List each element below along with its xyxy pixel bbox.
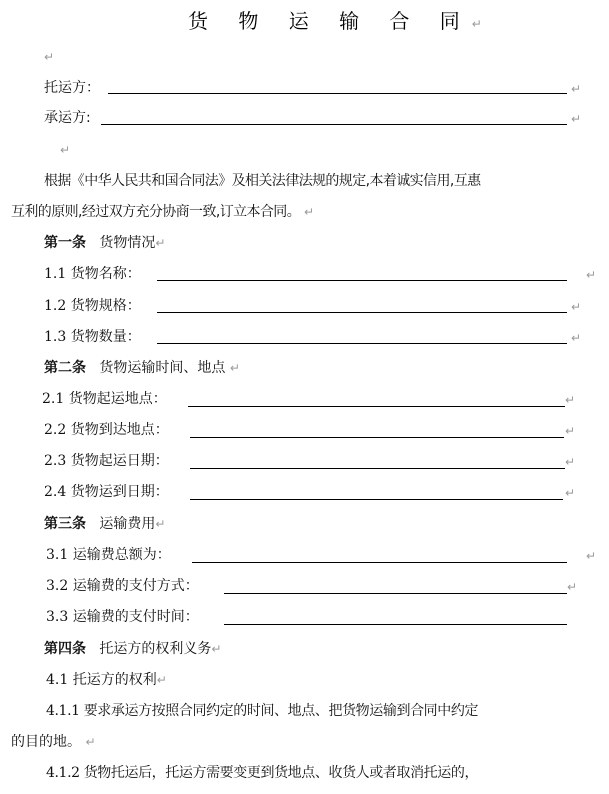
paragraph-mark-icon: ↵ bbox=[229, 361, 240, 375]
item-number: 2.3 bbox=[44, 453, 67, 469]
total-fee-field[interactable] bbox=[192, 562, 567, 563]
cargo-quantity-field[interactable] bbox=[157, 343, 567, 344]
item-3-3-label bbox=[46, 608, 199, 626]
item-label: 货物到达地点： bbox=[70, 422, 169, 438]
paragraph-mark-icon: ↵ bbox=[155, 236, 166, 250]
paragraph-mark-icon: ↵ bbox=[44, 50, 55, 64]
paragraph-mark-icon: ↵ bbox=[565, 393, 576, 407]
item-label: 货物数量： bbox=[70, 329, 141, 345]
item-number: 2.2 bbox=[44, 422, 67, 438]
departure-date-field[interactable] bbox=[190, 468, 565, 469]
paragraph-mark-icon: ↵ bbox=[571, 82, 582, 96]
preamble-text-cont bbox=[11, 203, 313, 221]
clause-text: 货物托运后，托运方需要变更到货地点、收货人或者取消托运的， bbox=[83, 765, 479, 781]
item-number: 2.1 bbox=[42, 391, 65, 407]
article-2-heading bbox=[44, 359, 240, 377]
cargo-spec-field[interactable] bbox=[157, 312, 567, 313]
paragraph-mark-icon: ↵ bbox=[155, 517, 166, 531]
item-3-2-label bbox=[46, 577, 199, 595]
origin-location-field[interactable] bbox=[188, 406, 565, 407]
item-1-1-label bbox=[44, 265, 141, 283]
item-number: 3.2 bbox=[46, 578, 69, 594]
item-2-3-label bbox=[44, 452, 169, 470]
title-text: 货 物 运 输 合 同 bbox=[188, 9, 472, 33]
paragraph-mark-icon: ↵ bbox=[156, 673, 167, 687]
item-label: 货物运到日期： bbox=[70, 484, 169, 500]
article-title: 托运方的权利义务 bbox=[99, 641, 212, 657]
payment-method-field[interactable] bbox=[224, 593, 567, 594]
preamble-line2: 互利的原则,经过双方充分协商一致,订立本合同。 bbox=[11, 204, 301, 220]
carrier-label: 承运方: bbox=[44, 110, 91, 126]
paragraph-mark-icon: ↵ bbox=[565, 455, 576, 469]
article-3-heading bbox=[44, 515, 165, 533]
item-2-1-label bbox=[42, 390, 167, 408]
item-number: 3.1 bbox=[46, 547, 69, 563]
article-number: 第二条 bbox=[44, 360, 86, 376]
item-2-2-label bbox=[44, 421, 169, 439]
item-number: 3.3 bbox=[46, 609, 69, 625]
item-label: 货物起运地点： bbox=[68, 391, 167, 407]
item-1-2-label bbox=[44, 297, 141, 315]
paragraph-mark-icon: ↵ bbox=[211, 642, 222, 656]
item-number: 1.2 bbox=[44, 298, 67, 314]
paragraph-mark-icon: ↵ bbox=[565, 424, 576, 438]
paragraph-mark-icon: ↵ bbox=[571, 112, 582, 126]
item-label: 货物名称： bbox=[70, 266, 141, 282]
payment-time-field[interactable] bbox=[224, 624, 567, 625]
item-1-3-label bbox=[44, 328, 141, 346]
paragraph-mark-icon: ↵ bbox=[567, 580, 578, 594]
paragraph-mark-icon: ↵ bbox=[565, 486, 576, 500]
paragraph-mark-icon: ↵ bbox=[586, 549, 597, 563]
item-number: 1.3 bbox=[44, 329, 67, 345]
item-2-4-label bbox=[44, 483, 169, 501]
preamble-text: 根据《中华人民共和国合同法》及相关法律法规的规定,本着诚实信用,互惠 bbox=[44, 173, 481, 189]
paragraph-mark-icon: ↵ bbox=[60, 143, 71, 157]
article-1-heading bbox=[44, 234, 165, 252]
article-4-heading bbox=[44, 640, 221, 658]
paragraph-mark-icon: ↵ bbox=[571, 331, 582, 345]
item-number: 1.1 bbox=[44, 266, 67, 282]
paragraph-mark-icon: ↵ bbox=[586, 268, 597, 282]
article-number: 第四条 bbox=[44, 641, 86, 657]
article-number: 第三条 bbox=[44, 516, 86, 532]
paragraph-mark-icon: ↵ bbox=[471, 17, 482, 31]
article-title: 货物运输时间、地点 bbox=[99, 360, 226, 376]
shipper-blank-field[interactable] bbox=[108, 93, 567, 94]
paragraph-mark-icon: ↵ bbox=[303, 205, 314, 219]
item-3-1-label bbox=[46, 546, 171, 564]
item-label: 运输费总额为： bbox=[72, 547, 171, 563]
item-number: 4.1 bbox=[46, 672, 69, 688]
item-label: 运输费的支付方式： bbox=[72, 578, 199, 594]
clause-text: 要求承运方按照合同约定的时间、地点、把货物运输到合同中约定 bbox=[83, 703, 479, 719]
subsection-title: 托运方的权利 bbox=[72, 672, 157, 688]
clause-number: 4.1.2 bbox=[46, 765, 80, 781]
item-label: 货物起运日期： bbox=[70, 453, 169, 469]
clause-4-1-2 bbox=[46, 764, 478, 782]
shipper-label: 托运方： bbox=[44, 80, 100, 96]
clause-4-1-1-cont bbox=[11, 733, 96, 751]
paragraph-mark-icon: ↵ bbox=[85, 735, 96, 749]
article-number: 第一条 bbox=[44, 235, 86, 251]
arrival-date-field[interactable] bbox=[190, 499, 563, 500]
carrier-blank-field[interactable] bbox=[101, 124, 567, 125]
clause-number: 4.1.1 bbox=[46, 703, 80, 719]
article-title: 货物情况 bbox=[99, 235, 156, 251]
document-title bbox=[188, 8, 482, 37]
item-number: 2.4 bbox=[44, 484, 67, 500]
destination-location-field[interactable] bbox=[190, 437, 564, 438]
clause-text: 的目的地。 bbox=[11, 734, 81, 750]
cargo-name-field[interactable] bbox=[157, 280, 567, 281]
subsection-4-1 bbox=[46, 671, 167, 689]
paragraph-mark-icon: ↵ bbox=[571, 300, 582, 314]
article-title: 运输费用 bbox=[99, 516, 156, 532]
item-label: 运输费的支付时间： bbox=[72, 609, 199, 625]
clause-4-1-1 bbox=[46, 702, 478, 720]
item-label: 货物规格： bbox=[70, 298, 141, 314]
